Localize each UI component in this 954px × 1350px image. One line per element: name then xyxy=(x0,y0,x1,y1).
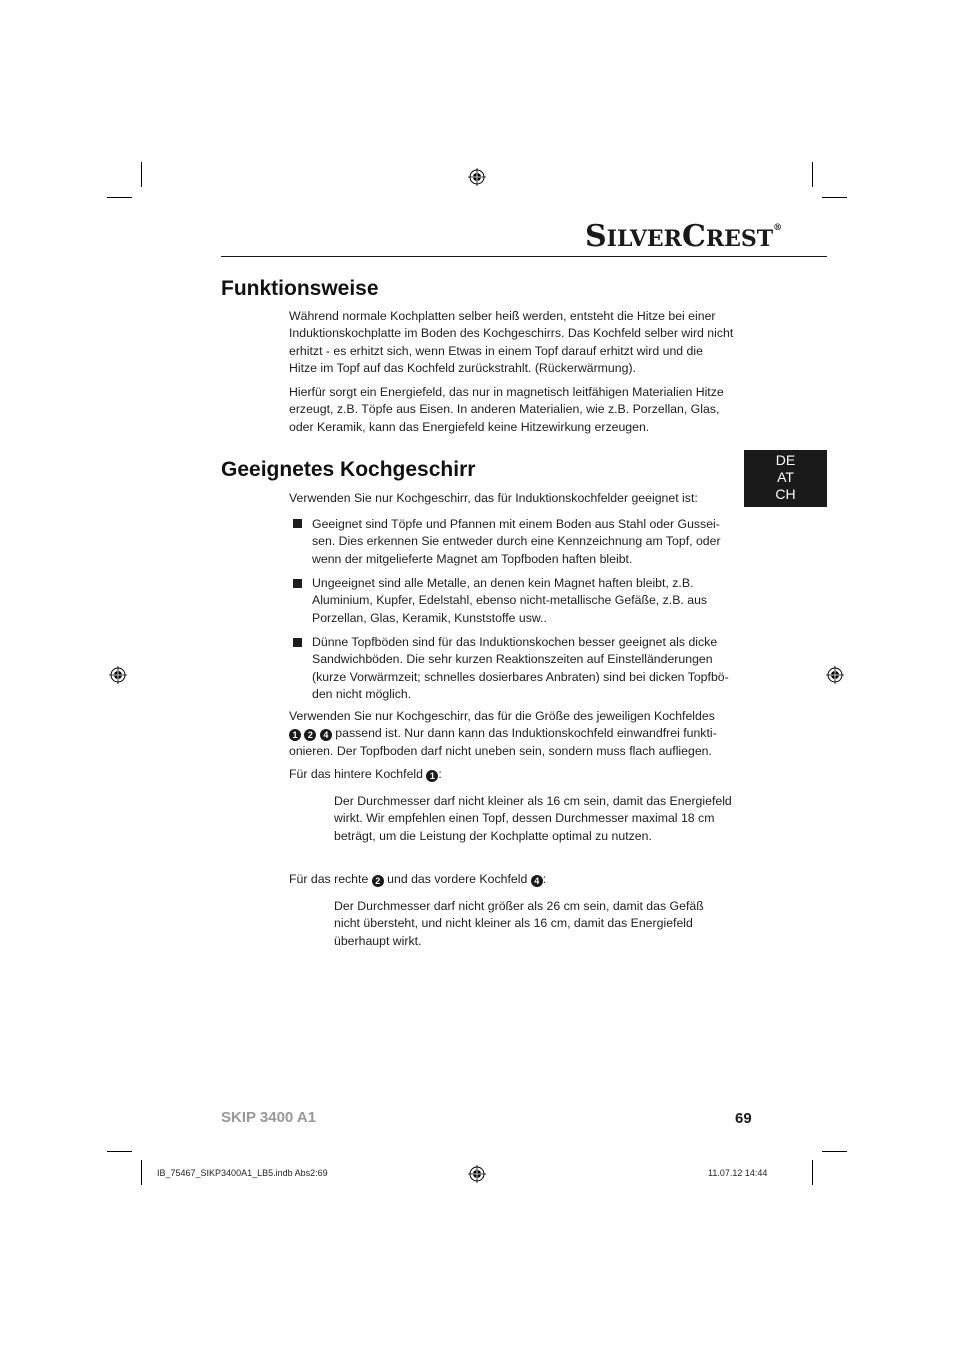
paragraph: Der Durchmesser darf nicht größer als 26 cm sein, damit das Gefäß nicht übersteht, und nicht kleiner als 16 cm, damit das Energiefeld überhaupt wirkt. xyxy=(334,899,704,948)
language-badge: DE AT CH xyxy=(744,450,827,507)
crop-mark xyxy=(812,1160,813,1185)
registration-mark-icon xyxy=(826,666,844,684)
list-item: Geeignet sind Töpfe und Pfannen mit einem Boden aus Stahl oder Gussei- sen. Dies erkennen Sie entweder durch eine Kennzeichnung am Topf, oder wenn der mitgelieferte Magnet am Topfboden haften bleibt. xyxy=(312,517,721,566)
list-item: Dünne Topfböden sind für das Induktionskochen besser geeignet als dicke Sandwichböden. Die sehr kurzen Reaktionszeiten auf Einstelländerungen (kurze Vorwärmzeit; schnelles dosierbares Anbraten) sind bei dicken Topfbö- den nicht möglich. xyxy=(312,635,729,701)
number-badge-icon: 4 xyxy=(531,875,543,887)
file-info: IB_75467_SIKP3400A1_LB5.indb Abs2:69 xyxy=(157,1168,328,1178)
bullet-square-icon xyxy=(293,519,302,528)
registration-mark-icon xyxy=(468,168,486,186)
number-badge-icon: 2 xyxy=(372,875,384,887)
number-badge-icon: 2 xyxy=(304,729,316,741)
label-right-front-hob: Für das rechte 2 und das vordere Kochfeld 4 : xyxy=(289,872,547,886)
crop-mark xyxy=(141,162,142,187)
bullet-square-icon xyxy=(293,579,302,588)
crop-mark xyxy=(822,1151,847,1152)
registration-mark-icon xyxy=(468,1165,486,1183)
number-badge-icon: 1 xyxy=(289,729,301,741)
paragraph: Verwenden Sie nur Kochgeschirr, das für die Größe des jeweiligen Kochfeldes 1 2 4 passend ist. Nur dann kann das Induktionskochfeld einwandfrei funkti- onieren. Der Topfboden darf nicht uneben sein, sondern muss flach aufliegen. xyxy=(289,709,717,758)
bullet-square-icon xyxy=(293,638,302,647)
crop-mark xyxy=(107,1151,132,1152)
number-badge-icon: 1 xyxy=(426,770,438,782)
silvercrest-logo: SILVERCREST® xyxy=(585,219,783,254)
crop-mark xyxy=(141,1160,142,1185)
number-badge-icon: 4 xyxy=(320,729,332,741)
print-date: 11.07.12 14:44 xyxy=(708,1168,768,1178)
crop-mark xyxy=(107,197,132,198)
paragraph: Während normale Kochplatten selber heiß werden, entsteht die Hitze bei einer Induktionskochplatte im Boden des Kochgeschirrs. Das Kochfeld selber wird nicht erhitzt - es erhitzt sich, wenn Etwas in einem Topf darauf erhitzt wird und die Hitze im Topf auf das Kochfeld zurückstrahlt. (Rückerwärmung). xyxy=(289,309,734,375)
list-item: Ungeeignet sind alle Metalle, an denen kein Magnet haften bleibt, z.B. Aluminium, Kupfer, Edelstahl, ebenso nicht-metallische Gefäße, z.B. aus Porzellan, Glas, Keramik, Kunststoffe usw.. xyxy=(312,576,708,625)
section-title-geeignetes-kochgeschirr: Geeignetes Kochgeschirr xyxy=(221,458,476,481)
crop-mark xyxy=(822,197,847,198)
paragraph: Hierfür sorgt ein Energiefeld, das nur in magnetisch leitfähigen Materialien Hitze erzeugt, z.B. Töpfe aus Eisen. In anderen Materialien, wie z.B. Porzellan, Glas, oder Keramik, kann das Energiefeld keine Hitzewirkung erzeugen. xyxy=(289,385,724,434)
registration-mark-icon xyxy=(109,666,127,684)
paragraph: Der Durchmesser darf nicht kleiner als 16 cm sein, damit das Energiefeld wirkt. Wir empfehlen einen Topf, dessen Durchmesser maximal 18 cm beträgt, um die Leistung der Kochplatte optimal zu nutzen. xyxy=(334,794,732,843)
section-title-funktionsweise: Funktionsweise xyxy=(221,277,379,300)
header-rule xyxy=(221,256,827,257)
paragraph: Verwenden Sie nur Kochgeschirr, das für Induktionskochfelder geeignet ist: xyxy=(289,491,698,505)
footer-model: SKIP 3400 A1 xyxy=(221,1109,317,1126)
crop-mark xyxy=(812,162,813,187)
page-number: 69 xyxy=(735,1110,752,1127)
label-rear-hob: Für das hintere Kochfeld 1 : xyxy=(289,767,442,781)
